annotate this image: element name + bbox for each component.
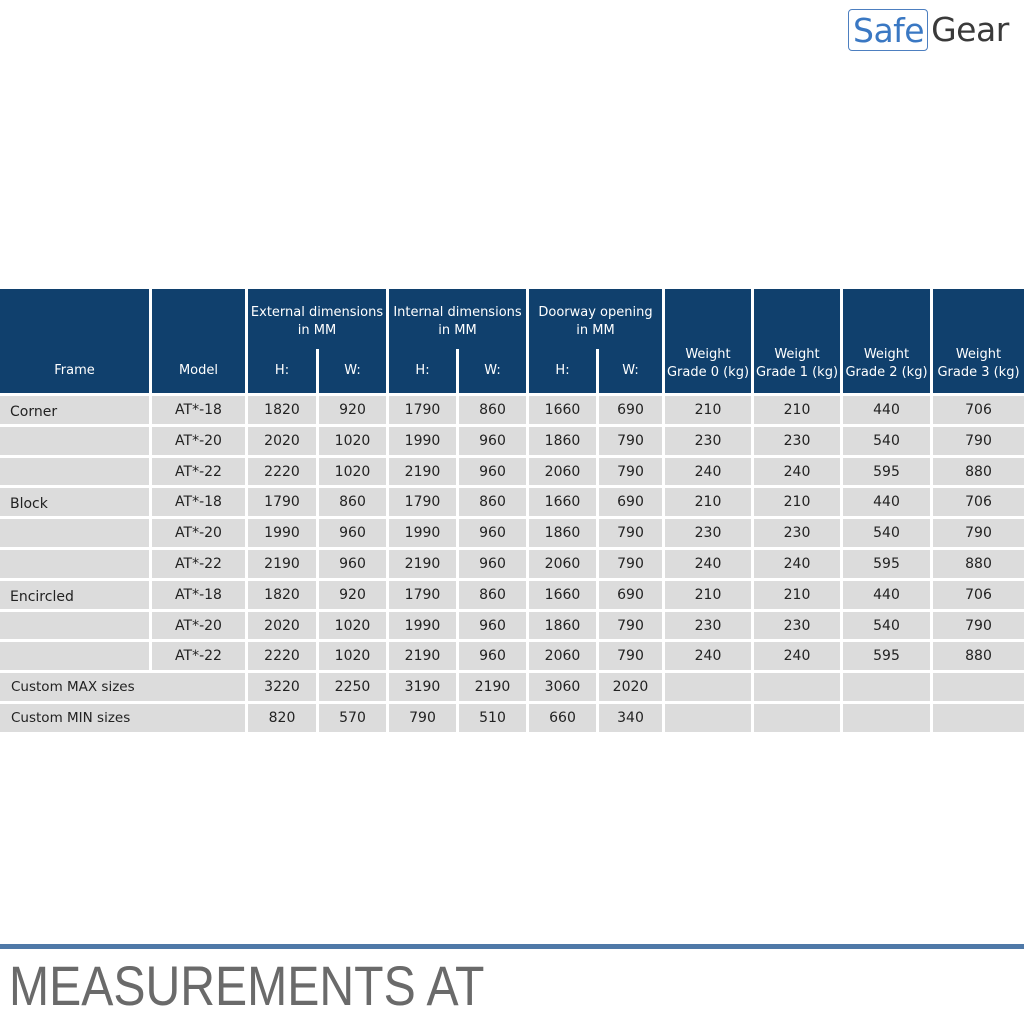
value-g0: 210 (694, 402, 722, 418)
table-cell-ext_w (319, 612, 386, 639)
custom-value-ext_w: 570 (339, 710, 366, 726)
table-cell-g1 (754, 396, 840, 424)
table-cell-int_h (389, 396, 456, 424)
value-g2: 440 (873, 494, 900, 510)
table-cell-g0 (665, 581, 751, 609)
custom-size-label: Custom MIN sizes (11, 710, 131, 726)
value-g0: 230 (694, 617, 722, 634)
value-int_h: 2190 (404, 463, 441, 480)
value-int_h: 1790 (404, 494, 441, 510)
header-frame (0, 289, 149, 393)
table-cell-custom-door_w (599, 673, 662, 701)
value-ext_w: 1020 (334, 617, 371, 634)
value-g0: 240 (694, 556, 722, 572)
value-g3: 706 (965, 402, 992, 418)
model-name: AT*-20 (175, 617, 222, 634)
value-ext_w: 1020 (334, 648, 371, 664)
value-door_w: 790 (617, 556, 644, 572)
value-g0: 240 (694, 648, 722, 664)
model-name: AT*-22 (175, 648, 222, 664)
table-cell-g2 (843, 519, 930, 547)
header-weight-line2: Grade 1 (kg) (755, 365, 839, 380)
table-cell-custom-label (0, 704, 245, 732)
table-cell-g0 (665, 396, 751, 424)
header-w-label: W: (622, 363, 639, 378)
table-cell-int_w (459, 488, 526, 516)
value-ext_w: 920 (339, 587, 366, 603)
custom-value-door_w: 2020 (612, 679, 649, 695)
table-cell-int_h (389, 581, 456, 609)
value-int_h: 1990 (404, 433, 441, 449)
model-name: AT*-18 (175, 494, 222, 510)
value-ext_h: 1790 (264, 494, 300, 510)
table-cell-door_h (529, 427, 596, 455)
model-name: AT*-20 (175, 525, 222, 541)
value-g3: 880 (965, 648, 992, 664)
value-door_w: 790 (617, 648, 644, 664)
table-cell-door_h (529, 550, 596, 578)
custom-value-int_w: 510 (479, 710, 506, 726)
custom-size-label: Custom MAX sizes (11, 679, 135, 695)
value-g0: 210 (694, 494, 722, 510)
frame-name: Corner (10, 404, 58, 420)
table-cell-int_w (459, 427, 526, 455)
header-external-line2: in MM (297, 323, 337, 338)
table-cell-g2 (843, 581, 930, 609)
table-cell-ext_h (248, 396, 316, 424)
table-cell-g2 (843, 612, 930, 639)
value-ext_h: 2220 (264, 463, 300, 480)
header-weight-grade-0 (665, 289, 751, 393)
table-cell-model (152, 581, 245, 609)
table-cell-door_h (529, 581, 596, 609)
value-g3: 706 (965, 587, 992, 603)
model-name: AT*-18 (175, 587, 222, 603)
value-door_w: 690 (617, 494, 644, 510)
table-cell-door_w (599, 427, 662, 455)
header-h-label: H: (274, 363, 290, 378)
table-cell-int_w (459, 550, 526, 578)
table-cell-g2 (843, 550, 930, 578)
table-cell-g2 (843, 427, 930, 455)
table-cell-custom-int_w (459, 704, 526, 732)
table-cell-g3 (933, 488, 1024, 516)
custom-value-ext_h: 3220 (264, 679, 300, 695)
value-door_h: 2060 (544, 463, 581, 480)
table-cell-empty (754, 704, 840, 732)
value-g3: 790 (965, 433, 992, 449)
table-cell-g2 (843, 642, 930, 670)
value-g1: 210 (783, 587, 811, 603)
table-cell-custom-label (0, 673, 245, 701)
value-ext_h: 2190 (264, 556, 300, 572)
custom-value-ext_w: 2250 (334, 679, 371, 695)
value-int_w: 860 (479, 494, 506, 510)
table-cell-door_h (529, 458, 596, 485)
table-cell-g0 (665, 550, 751, 578)
value-int_h: 2190 (404, 648, 441, 664)
table-cell-g0 (665, 458, 751, 485)
value-door_h: 1660 (544, 494, 581, 510)
table-cell-ext_w (319, 427, 386, 455)
value-g1: 230 (783, 617, 811, 634)
measurements-table (0, 289, 1024, 734)
table-cell-door_w (599, 550, 662, 578)
table-cell-model (152, 427, 245, 455)
value-int_h: 1790 (404, 587, 441, 603)
header-w-label: W: (484, 363, 501, 378)
model-name: AT*-22 (175, 556, 222, 572)
footer-divider (0, 944, 1024, 949)
table-cell-custom-ext_h (248, 673, 316, 701)
table-cell-g1 (754, 488, 840, 516)
header-weight-grade-2 (843, 289, 930, 393)
value-g0: 240 (694, 463, 722, 480)
value-int_w: 960 (479, 463, 506, 480)
value-int_w: 960 (479, 556, 506, 572)
header-external-dimensions (248, 289, 386, 349)
value-ext_w: 860 (339, 494, 366, 510)
value-door_w: 690 (617, 587, 644, 603)
header-external-w (319, 349, 386, 393)
value-g0: 230 (694, 525, 722, 541)
value-door_h: 1660 (544, 402, 581, 418)
value-g2: 540 (873, 617, 900, 634)
table-cell-int_h (389, 550, 456, 578)
table-cell-custom-ext_w (319, 704, 386, 732)
table-cell-custom-door_h (529, 673, 596, 701)
value-g2: 540 (873, 433, 900, 449)
table-cell-g2 (843, 458, 930, 485)
value-int_h: 1990 (404, 525, 441, 541)
table-cell-ext_w (319, 458, 386, 485)
table-cell-custom-int_h (389, 704, 456, 732)
header-weight-grade-3 (933, 289, 1024, 393)
value-g3: 790 (965, 525, 992, 541)
table-cell-model (152, 550, 245, 578)
table-cell-int_h (389, 642, 456, 670)
header-weight-line2: Grade 2 (kg) (845, 365, 928, 380)
table-cell-int_w (459, 519, 526, 547)
value-g3: 880 (965, 463, 992, 480)
value-ext_h: 1990 (264, 525, 300, 541)
value-g3: 706 (965, 494, 992, 510)
table-cell-door_w (599, 581, 662, 609)
header-h-label: H: (415, 363, 430, 378)
table-cell-int_h (389, 458, 456, 485)
table-cell-empty (665, 673, 751, 701)
header-internal-line2: in MM (438, 323, 477, 338)
table-cell-ext_h (248, 550, 316, 578)
table-cell-ext_h (248, 458, 316, 485)
value-g2: 540 (873, 525, 900, 541)
table-cell-int_w (459, 612, 526, 639)
table-cell-custom-ext_h (248, 704, 316, 732)
frame-name: Encircled (10, 589, 74, 605)
table-cell-g0 (665, 427, 751, 455)
value-ext_h: 2020 (264, 433, 300, 449)
value-ext_h: 1820 (264, 587, 300, 603)
header-internal-dimensions (389, 289, 526, 349)
table-cell-door_h (529, 488, 596, 516)
value-door_h: 2060 (544, 648, 581, 664)
value-door_w: 790 (617, 463, 644, 480)
table-cell-ext_w (319, 519, 386, 547)
custom-value-int_w: 2190 (474, 679, 511, 695)
model-name: AT*-20 (175, 433, 222, 449)
custom-value-door_h: 660 (549, 710, 576, 726)
value-ext_w: 1020 (334, 433, 371, 449)
table-cell-int_w (459, 396, 526, 424)
value-door_h: 2060 (544, 556, 581, 572)
table-cell-g0 (665, 612, 751, 639)
page-title: MEASUREMENTS AT (9, 954, 485, 1017)
value-g0: 230 (694, 433, 722, 449)
table-cell-ext_h (248, 427, 316, 455)
value-g2: 595 (873, 648, 900, 664)
value-int_w: 960 (479, 433, 506, 449)
value-door_w: 790 (617, 433, 644, 449)
table-cell-ext_w (319, 488, 386, 516)
table-cell-g3 (933, 519, 1024, 547)
value-g1: 230 (783, 525, 811, 541)
table-cell-door_w (599, 612, 662, 639)
header-weight-line2: Grade 3 (kg) (937, 365, 1020, 380)
table-cell-ext_h (248, 488, 316, 516)
table-cell-empty (843, 704, 930, 732)
table-cell-g3 (933, 642, 1024, 670)
table-cell-int_w (459, 642, 526, 670)
table-cell-int_h (389, 519, 456, 547)
header-doorway-line2: in MM (576, 323, 615, 338)
header-internal-line1: Internal dimensions (393, 305, 522, 320)
table-cell-frame (0, 642, 149, 670)
value-ext_h: 1820 (264, 402, 300, 418)
value-ext_w: 960 (339, 556, 366, 572)
table-cell-int_h (389, 427, 456, 455)
value-g2: 595 (873, 463, 900, 480)
table-cell-ext_h (248, 519, 316, 547)
table-cell-g2 (843, 488, 930, 516)
table-cell-g0 (665, 642, 751, 670)
table-cell-g1 (754, 642, 840, 670)
header-weight-line1: Weight (774, 347, 820, 362)
table-cell-g3 (933, 550, 1024, 578)
table-cell-model (152, 396, 245, 424)
value-ext_h: 2020 (264, 617, 300, 634)
value-g1: 210 (783, 494, 811, 510)
table-cell-g0 (665, 488, 751, 516)
custom-value-int_h: 790 (409, 710, 436, 726)
table-cell-model (152, 458, 245, 485)
table-cell-int_h (389, 488, 456, 516)
table-cell-ext_w (319, 581, 386, 609)
value-g1: 230 (783, 433, 811, 449)
header-weight-grade-1 (754, 289, 840, 393)
header-doorway-w (599, 349, 662, 393)
table-cell-frame (0, 519, 149, 547)
header-w-label: W: (344, 363, 361, 378)
value-door_h: 1860 (544, 433, 581, 449)
table-cell-door_h (529, 642, 596, 670)
frame-name: Block (10, 496, 48, 512)
header-frame-label: Frame (54, 363, 95, 378)
value-g1: 240 (783, 556, 811, 572)
table-cell-model (152, 642, 245, 670)
table-cell-frame (0, 581, 149, 609)
value-int_w: 860 (479, 402, 506, 418)
header-doorway-h (529, 349, 596, 393)
value-g3: 790 (965, 617, 992, 634)
value-door_w: 690 (617, 402, 644, 418)
header-h-label: H: (555, 363, 570, 378)
header-doorway-line1: Doorway opening (538, 305, 653, 320)
model-name: AT*-18 (175, 402, 222, 418)
safegear-logo (848, 7, 1009, 53)
logo-safe-text: Safe (848, 9, 928, 51)
table-cell-g3 (933, 427, 1024, 455)
value-int_w: 960 (479, 648, 506, 664)
custom-value-door_w: 340 (617, 710, 644, 726)
header-internal-w (459, 349, 526, 393)
table-cell-door_w (599, 488, 662, 516)
table-cell-model (152, 612, 245, 639)
value-int_h: 2190 (404, 556, 441, 572)
header-external-h (248, 349, 316, 393)
header-model-label: Model (178, 363, 219, 378)
value-int_w: 860 (479, 587, 506, 603)
table-cell-frame (0, 458, 149, 485)
table-cell-ext_h (248, 642, 316, 670)
table-cell-g3 (933, 612, 1024, 639)
table-cell-door_w (599, 519, 662, 547)
table-cell-ext_h (248, 581, 316, 609)
table-cell-frame (0, 612, 149, 639)
table-cell-int_h (389, 612, 456, 639)
value-door_h: 1860 (544, 617, 581, 634)
table-cell-custom-door_h (529, 704, 596, 732)
table-cell-empty (933, 673, 1024, 701)
table-cell-g3 (933, 581, 1024, 609)
custom-value-ext_h: 820 (268, 710, 296, 726)
table-cell-empty (933, 704, 1024, 732)
value-ext_w: 960 (339, 525, 366, 541)
table-cell-custom-ext_w (319, 673, 386, 701)
table-cell-frame (0, 488, 149, 516)
table-cell-empty (843, 673, 930, 701)
value-int_w: 960 (479, 617, 506, 634)
header-weight-line1: Weight (685, 347, 731, 362)
table-cell-g2 (843, 396, 930, 424)
table-cell-model (152, 519, 245, 547)
table-cell-g1 (754, 581, 840, 609)
value-g2: 440 (873, 402, 900, 418)
table-cell-door_w (599, 396, 662, 424)
header-external-line1: External dimensions (250, 305, 384, 320)
table-cell-empty (665, 704, 751, 732)
custom-value-int_h: 3190 (404, 679, 441, 695)
table-cell-custom-door_w (599, 704, 662, 732)
header-weight-line2: Grade 0 (kg) (666, 365, 750, 380)
table-cell-door_h (529, 396, 596, 424)
value-int_h: 1990 (404, 617, 441, 634)
header-weight-line1: Weight (863, 347, 910, 362)
table-cell-door_h (529, 519, 596, 547)
table-cell-custom-int_w (459, 673, 526, 701)
table-cell-frame (0, 427, 149, 455)
table-cell-g0 (665, 519, 751, 547)
value-g1: 240 (783, 648, 811, 664)
table-cell-ext_h (248, 612, 316, 639)
table-cell-ext_w (319, 396, 386, 424)
table-cell-g1 (754, 427, 840, 455)
model-name: AT*-22 (175, 463, 222, 480)
table-cell-ext_w (319, 642, 386, 670)
table-cell-int_w (459, 458, 526, 485)
value-int_h: 1790 (404, 402, 441, 418)
value-g2: 440 (873, 587, 900, 603)
table-cell-g3 (933, 396, 1024, 424)
table-cell-g1 (754, 612, 840, 639)
value-ext_h: 2220 (264, 648, 300, 664)
value-g1: 240 (783, 463, 811, 480)
value-ext_w: 1020 (334, 463, 371, 480)
header-model (152, 289, 245, 393)
value-g3: 880 (965, 556, 992, 572)
value-g0: 210 (694, 587, 722, 603)
table-cell-int_w (459, 581, 526, 609)
value-ext_w: 920 (339, 402, 366, 418)
table-cell-g1 (754, 458, 840, 485)
header-weight-line1: Weight (955, 347, 1002, 362)
value-door_w: 790 (617, 617, 644, 634)
table-cell-door_w (599, 458, 662, 485)
logo-gear-text: Gear (931, 10, 1009, 49)
table-cell-g3 (933, 458, 1024, 485)
table-cell-g1 (754, 519, 840, 547)
table-cell-frame (0, 550, 149, 578)
table-cell-custom-int_h (389, 673, 456, 701)
value-g2: 595 (873, 556, 900, 572)
header-internal-h (389, 349, 456, 393)
value-g1: 210 (783, 402, 811, 418)
table-cell-empty (754, 673, 840, 701)
table-cell-model (152, 488, 245, 516)
value-door_h: 1860 (544, 525, 581, 541)
table-cell-frame (0, 396, 149, 424)
table-cell-ext_w (319, 550, 386, 578)
value-int_w: 960 (479, 525, 506, 541)
table-cell-door_w (599, 642, 662, 670)
value-door_h: 1660 (544, 587, 581, 603)
custom-value-door_h: 3060 (544, 679, 581, 695)
value-door_w: 790 (617, 525, 644, 541)
table-cell-door_h (529, 612, 596, 639)
table-cell-g1 (754, 550, 840, 578)
header-doorway-dimensions (529, 289, 662, 349)
